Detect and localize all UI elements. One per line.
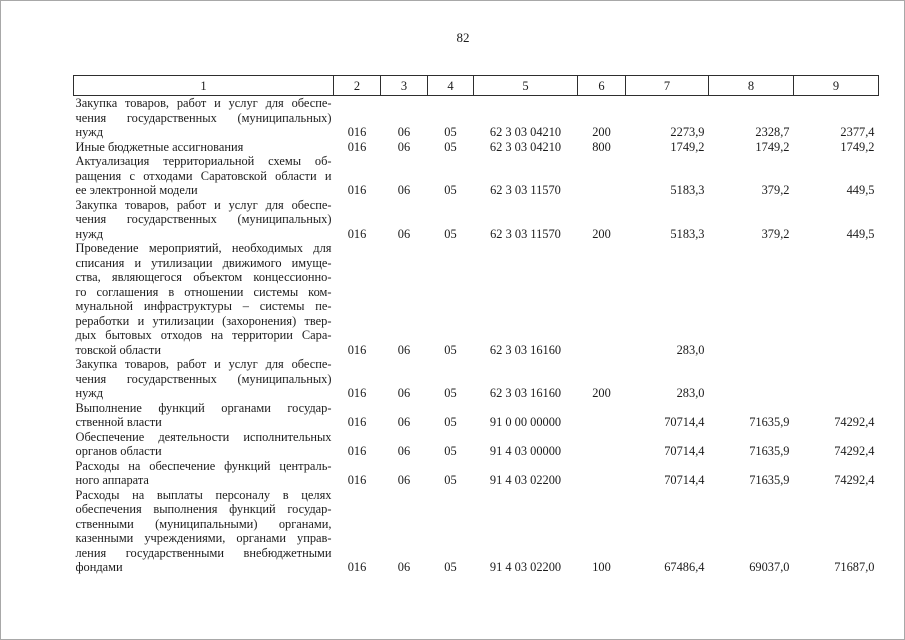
row-description <box>74 430 334 459</box>
row-description <box>74 241 334 357</box>
row-cell-col3: 06 <box>397 444 411 458</box>
row-cell-col7: 67486,4 <box>664 560 705 574</box>
row-cell-col8 <box>709 357 794 401</box>
table-row <box>74 459 879 488</box>
header-cell-9: 9 <box>794 76 879 96</box>
table-row <box>74 357 879 401</box>
row-cell-col6 <box>578 241 626 357</box>
row-cell-col7: 70714,4 <box>664 444 705 458</box>
row-description-line: Иные бюджетные ассигнования <box>75 139 244 154</box>
header-cell-6: 6 <box>578 76 626 96</box>
row-cell-col8: 71635,9 <box>749 415 790 429</box>
row-cell-col7: 283,0 <box>676 386 705 400</box>
row-cell-col8: 71635,9 <box>749 473 790 487</box>
row-cell-col3: 06 <box>397 473 411 487</box>
row-description <box>74 401 334 430</box>
row-cell-col6 <box>578 430 626 459</box>
row-cell-col6 <box>578 401 626 430</box>
row-description-line: списания и утилизации движимого имуще- <box>75 255 332 270</box>
table-row <box>74 241 879 357</box>
row-description <box>74 357 334 401</box>
row-cell-col6: 800 <box>592 139 611 154</box>
row-description-line: чения государственных (муниципальных) <box>75 110 332 125</box>
row-cell-col7: 2273,9 <box>670 125 705 139</box>
row-cell-col3: 06 <box>397 226 411 241</box>
row-cell-col7: 1749,2 <box>670 139 705 154</box>
row-cell-col8: 379,2 <box>761 226 790 241</box>
row-description-line: нужд <box>75 226 104 241</box>
row-description <box>74 96 334 140</box>
row-cell-col9: 74292,4 <box>834 444 875 458</box>
row-cell-col9 <box>794 241 879 357</box>
row-cell-col8 <box>709 241 794 357</box>
row-cell-col2: 016 <box>347 342 367 357</box>
row-description-line: фондами <box>75 560 123 574</box>
row-cell-col3: 06 <box>397 386 411 400</box>
row-cell-col9: 71687,0 <box>834 560 875 574</box>
row-cell-col7: 70714,4 <box>664 473 705 487</box>
row-cell-col2: 016 <box>347 415 367 429</box>
row-cell-col3: 06 <box>397 342 411 357</box>
row-description-line: нужд <box>75 386 104 400</box>
row-cell-col4: 05 <box>444 444 457 458</box>
row-cell-col3: 06 <box>397 183 411 197</box>
row-description-line: ственной власти <box>75 415 162 429</box>
row-cell-col9: 449,5 <box>846 183 875 197</box>
row-description-line: Закупка товаров, работ и услуг для обеспе- <box>75 96 332 110</box>
row-description-line: мунальной инфраструктуры – системы пе- <box>75 299 332 313</box>
row-cell-col4: 05 <box>444 183 457 197</box>
row-cell-col8: 1749,2 <box>755 139 790 154</box>
row-cell-col3: 06 <box>397 139 411 154</box>
row-cell-col9: 1749,2 <box>840 139 875 154</box>
row-cell-col4: 05 <box>444 473 457 487</box>
row-cell-col9 <box>794 357 879 401</box>
page-number: 82 <box>456 30 470 45</box>
row-description-line: казенными учреждениями, органами управ- <box>75 531 332 545</box>
header-cell-8: 8 <box>709 76 794 96</box>
row-cell-col6 <box>578 154 626 198</box>
row-cell-col7: 283,0 <box>676 342 705 357</box>
row-cell-col4: 05 <box>444 226 457 241</box>
row-cell-col8: 69037,0 <box>749 560 790 574</box>
row-cell-col6: 200 <box>592 125 611 139</box>
row-cell-col4: 05 <box>444 386 457 400</box>
row-cell-col4: 05 <box>444 342 457 357</box>
header-cell-5: 5 <box>474 76 578 96</box>
header-cell-1: 1 <box>74 76 334 96</box>
row-cell-col5: 91 0 00 00000 <box>489 415 562 429</box>
row-cell-col2: 016 <box>347 139 367 154</box>
row-cell-col4: 05 <box>444 139 457 154</box>
row-cell-col3: 06 <box>397 560 411 574</box>
row-cell-col5: 62 3 03 04210 <box>489 125 562 139</box>
row-cell-col5: 91 4 03 02200 <box>489 560 562 574</box>
row-cell-col4: 05 <box>444 125 457 139</box>
header-cell-2: 2 <box>334 76 381 96</box>
row-cell-col5: 62 3 03 11570 <box>490 183 561 197</box>
table-row <box>74 488 879 575</box>
row-description-line: Выполнение функций органами государ- <box>75 400 332 415</box>
row-cell-col3: 06 <box>397 125 411 139</box>
row-description-line: Расходы на выплаты персоналу в целях <box>75 487 332 502</box>
row-cell-col3: 06 <box>397 415 411 429</box>
row-description-line: дых бытовых отходов на территории Сара- <box>75 328 332 342</box>
row-description-line: реработки и утилизации (захоронения) твер- <box>75 313 332 328</box>
table-row <box>74 154 879 198</box>
row-description-line: го соглашения в отношении системы ком- <box>75 284 332 299</box>
row-cell-col9: 449,5 <box>846 226 875 241</box>
row-description-line: ственными (муниципальными) органами, <box>75 516 332 531</box>
header-cell-7: 7 <box>626 76 709 96</box>
row-cell-col9: 2377,4 <box>840 125 875 139</box>
row-cell-col5: 62 3 03 16160 <box>489 342 562 357</box>
row-description-line: Закупка товаров, работ и услуг для обеспе- <box>75 197 332 212</box>
table-row <box>74 140 879 155</box>
row-description-line: обеспечения выполнения функций государ- <box>75 502 332 516</box>
row-cell-col4: 05 <box>444 560 457 574</box>
row-cell-col6 <box>578 459 626 488</box>
row-cell-col2: 016 <box>347 560 367 574</box>
row-description-line: нужд <box>75 125 104 139</box>
header-cell-4: 4 <box>428 76 474 96</box>
row-description <box>74 198 334 242</box>
table-header <box>74 76 879 96</box>
row-description-line: чения государственных (муниципальных) <box>75 371 332 386</box>
row-cell-col9: 74292,4 <box>834 473 875 487</box>
row-cell-col2: 016 <box>347 386 367 400</box>
row-description-line: Обеспечение деятельности исполнительных <box>75 429 332 444</box>
row-description-line: Расходы на обеспечение функций централь- <box>75 458 332 473</box>
table-row <box>74 96 879 140</box>
row-cell-col2: 016 <box>347 183 367 197</box>
row-cell-col5: 91 4 03 02200 <box>489 473 562 487</box>
row-description-line: ления государственными внебюджетными <box>75 545 332 560</box>
budget-table <box>73 75 879 575</box>
row-cell-col2: 016 <box>347 473 367 487</box>
row-cell-col7: 70714,4 <box>664 415 705 429</box>
row-description-line: органов области <box>75 444 162 458</box>
row-cell-col9: 74292,4 <box>834 415 875 429</box>
row-description <box>74 459 334 488</box>
row-cell-col2: 016 <box>347 444 367 458</box>
row-description-line: чения государственных (муниципальных) <box>75 212 332 226</box>
row-cell-col5: 91 4 03 00000 <box>489 444 562 458</box>
row-cell-col5: 62 3 03 11570 <box>490 226 561 241</box>
row-description-line: ее электронной модели <box>75 183 198 197</box>
table-header-row <box>74 76 879 96</box>
row-cell-col6: 200 <box>592 386 611 400</box>
row-description-line: товской области <box>75 342 161 357</box>
row-description-line: Закупка товаров, работ и услуг для обеспе- <box>75 357 332 371</box>
row-cell-col4: 05 <box>444 415 457 429</box>
row-description-line: Актуализация территориальной схемы об- <box>75 154 332 168</box>
row-cell-col8: 2328,7 <box>755 125 790 139</box>
row-description-line: Проведение мероприятий, необходимых для <box>75 241 332 255</box>
row-description <box>74 488 334 575</box>
row-cell-col5: 62 3 03 16160 <box>489 386 562 400</box>
row-cell-col7: 5183,3 <box>670 183 705 197</box>
header-cell-3: 3 <box>381 76 428 96</box>
row-cell-col2: 016 <box>347 125 367 139</box>
table-row <box>74 401 879 430</box>
row-cell-col2: 016 <box>347 226 367 241</box>
row-description-line: ства, являющегося объектом концессионно- <box>75 270 332 284</box>
row-cell-col7: 5183,3 <box>670 226 705 241</box>
row-description <box>74 154 334 198</box>
row-cell-col8: 379,2 <box>761 183 790 197</box>
row-cell-col6: 200 <box>592 226 611 241</box>
table-row <box>74 198 879 242</box>
table-row <box>74 430 879 459</box>
row-cell-col6: 100 <box>592 560 611 574</box>
row-cell-col5: 62 3 03 04210 <box>489 139 562 154</box>
row-cell-col8: 71635,9 <box>749 444 790 458</box>
row-description-line: ращения с отходами Саратовской области и <box>75 168 332 183</box>
row-description-line: ного аппарата <box>75 473 149 487</box>
row-description <box>74 140 334 155</box>
table-body <box>74 96 879 575</box>
